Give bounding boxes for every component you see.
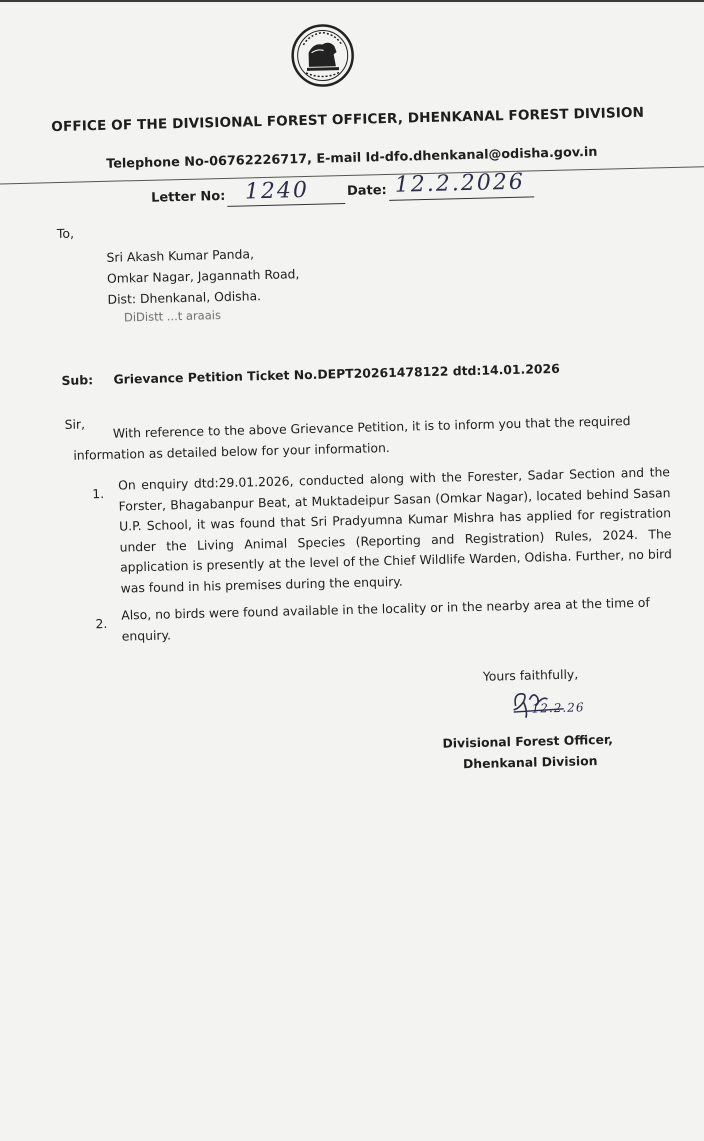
intro-paragraph: With reference to the above Grievance Petition, it is to inform you that the required information as detailed below for your information. (73, 413, 631, 463)
recipient-faded-line: DiDistt ...t araais (123, 308, 222, 325)
yours-faithfully: Yours faithfully, (482, 666, 579, 684)
designation: Divisional Forest Officer, (442, 731, 614, 751)
division-name: Dhenkanal Division (462, 753, 598, 772)
letter-no-label: Letter No: (150, 188, 226, 206)
item-2-number: 2. (95, 615, 108, 632)
recipient-address-line1: Omkar Nagar, Jagannath Road, (106, 266, 300, 286)
date-value: 12.2.2026 (394, 169, 526, 198)
recipient-address-line2: Dist: Dhenkanal, Odisha. (107, 288, 262, 307)
salutation: Sir, (64, 416, 86, 432)
letter-no-value: 1240 (244, 177, 310, 205)
item-1-number: 1. (92, 485, 105, 502)
odisha-emblem-icon (289, 22, 357, 90)
recipient-name: Sri Akash Kumar Panda, (106, 246, 255, 265)
item-2-text: Also, no birds were found available in the locality or in the nearby area at the time of enquiry. (121, 594, 650, 644)
item-1-text: On enquiry dtd:29.01.2026, conducted along with the Forester, Sadar Section and the Forster, Bhagabanpur Beat, at Muktadeipur Sasan (Omkar Nagar), located behind Sasan U.P. School, it was found that Sri Pradyumna Kumar Mishra has applied for registration under the Living Animal Species (Reporting and Registration) Rules, 2024. The application is presently at the level of the Chief Wildlife Warden, Odisha. Further, no bird was found in his premises during the enquiry. (117, 464, 673, 596)
subject-text: Grievance Petition Ticket No.DEPT20261478122 dtd:14.01.2026 (113, 360, 560, 387)
signature-date: 12.2.26 (531, 700, 585, 716)
office-title: OFFICE OF THE DIVISIONAL FOREST OFFICER, DHENKANAL FOREST DIVISION (51, 104, 645, 136)
contact-line: Telephone No-06762226717, E-mail Id-dfo.dhenkanal@odisha.gov.in (106, 144, 598, 172)
subject-label: Sub: (61, 372, 94, 388)
to-label: To, (56, 225, 75, 242)
date-label: Date: (346, 182, 387, 199)
